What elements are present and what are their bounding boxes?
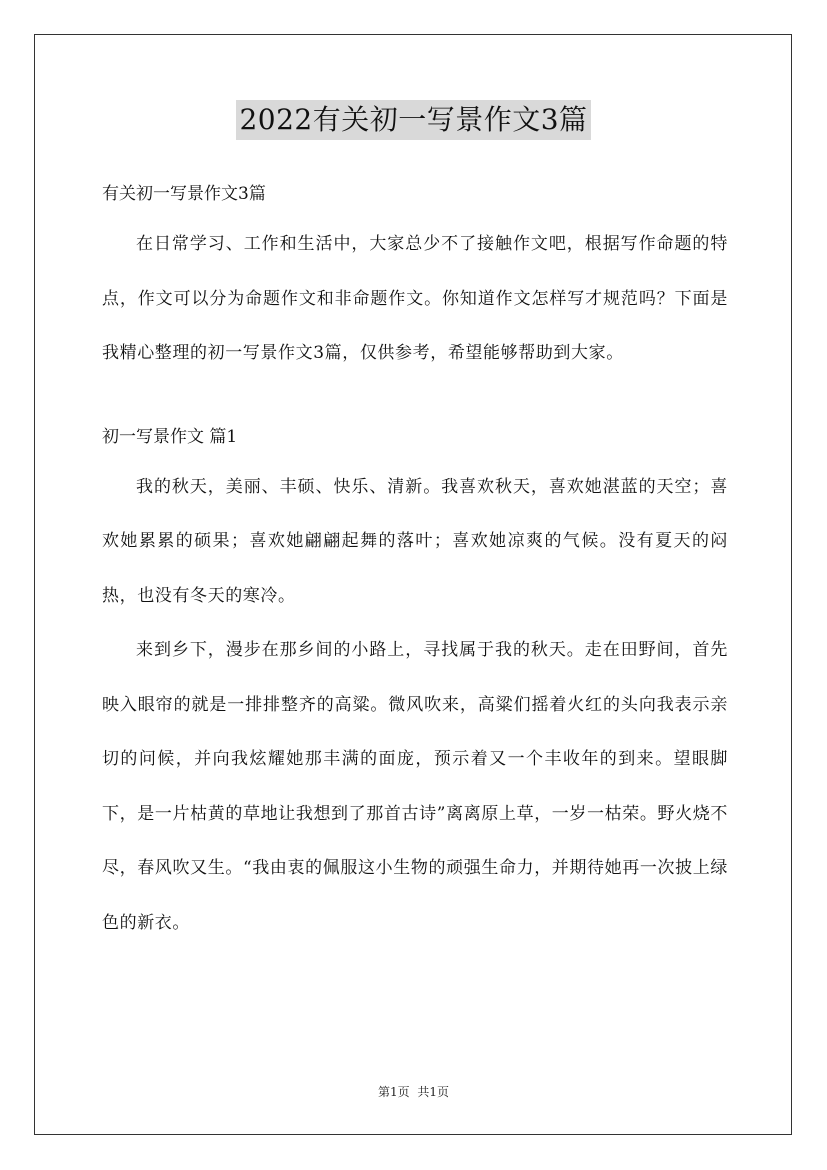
document-title: 2022有关初一写景作文3篇 [236,100,590,140]
document-subtitle: 有关初一写景作文3篇 [102,184,266,204]
section-spacer [102,381,728,414]
title-container [0,100,827,140]
section1-paragraph-1: 我的秋天，美丽、丰硕、快乐、清新。我喜欢秋天，喜欢她湛蓝的天空；喜欢她累累的硕果；喜欢她翩翩起舞的落叶；喜欢她凉爽的气候。没有夏天的闷热，也没有冬天的寒冷。 [102,476,728,606]
page-footer [0,1083,827,1100]
page-number: 第1页 [378,1085,410,1099]
section-heading-1: 初一写景作文 篇1 [102,426,238,447]
document-body [102,171,728,950]
page-total: 共1页 [417,1085,449,1099]
intro-paragraph: 在日常学习、工作和生活中，大家总少不了接触作文吧，根据写作命题的特点，作文可以分为命题作文和非命题作文。你知道作文怎样写才规范吗？下面是我精心整理的初一写景作文3篇，仅供参考，希望能够帮助到大家。 [102,234,728,363]
section1-paragraph-2: 来到乡下，漫步在那乡间的小路上，寻找属于我的秋天。走在田野间，首先映入眼帘的就是一排排整齐的高粱。微风吹来，高粱们摇着火红的头向我表示亲切的问候，并向我炫耀她那丰满的面庞，预示着又一个丰收年的到来。望眼脚下，是一片枯黄的草地让我想到了那首古诗”离离原上草，一岁一枯荣。野火烧不尽，春风吹又生。“我由衷的佩服这小生物的顽强生命力，并期待她再一次披上绿色的新衣。 [102,640,728,933]
